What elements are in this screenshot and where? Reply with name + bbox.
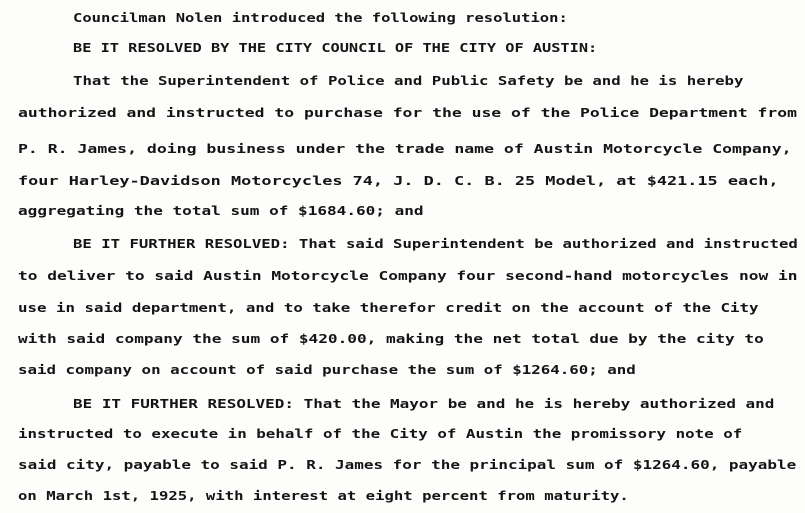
body-line: to deliver to said Austin Motorcycle Company four second-hand motorcycles now in [18,268,798,283]
body-line: instructed to execute in behalf of the City of Austin the promissory note of [18,426,743,441]
body-line: said company on account of said purchase the sum of $1264.60; and [18,362,636,377]
body-line: aggregating the total sum of $1684.60; and [18,203,424,218]
body-line: That the Superintendent of Police and Public Safety be and he is hereby [73,73,744,88]
resolution-heading: BE IT RESOLVED BY THE CITY COUNCIL OF THE CITY OF AUSTIN: [73,40,598,55]
body-line: said city, payable to said P. R. James for the principal sum of $1264.60, payable [18,457,797,472]
body-line: authorized and instructed to purchase for the use of the Police Department from [18,105,797,120]
further-resolved-line: BE IT FURTHER RESOLVED: That said Superintendent be authorized and instructed [73,236,798,251]
body-line: four Harley-Davidson Motorcycles 74, J. D. C. B. 25 Model, at $421.15 each, [18,173,779,188]
body-line: on March 1st, 1925, with interest at eight percent from maturity. [18,488,629,503]
further-resolved-line: BE IT FURTHER RESOLVED: That the Mayor be and he is hereby authorized and [73,396,775,411]
body-line: use in said department, and to take therefor credit on the account of the City [18,300,759,315]
body-line: P. R. James, doing business under the trade name of Austin Motorcycle Company, [18,141,792,156]
body-line: with said company the sum of $420.00, making the net total due by the city to [18,331,764,346]
intro-line: Councilman Nolen introduced the following resolution: [73,10,568,25]
